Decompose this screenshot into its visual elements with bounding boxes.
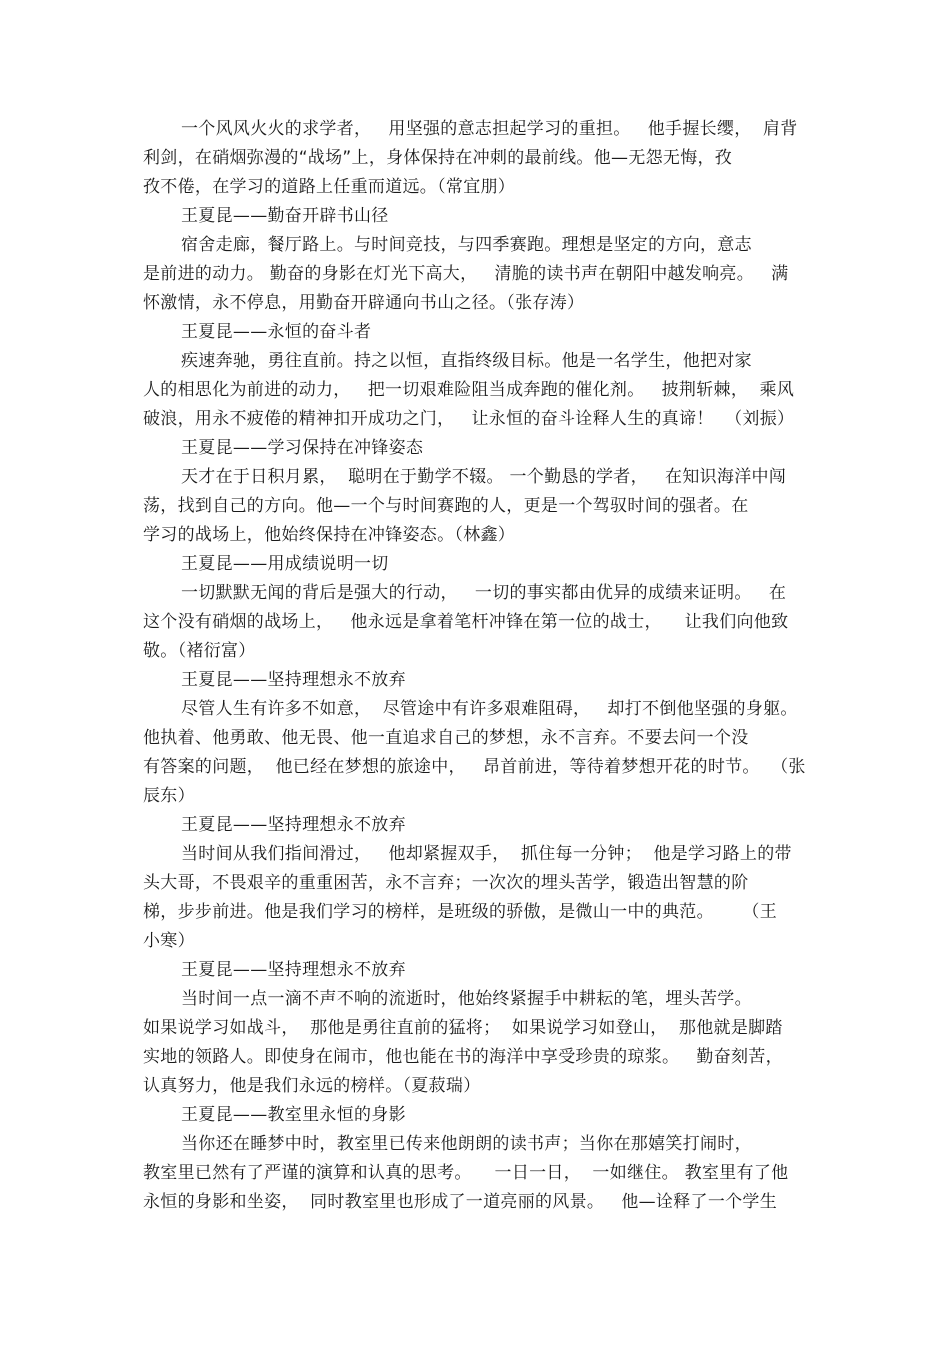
text-line: 如果说学习如战斗， 那他是勇往直前的猛将； 如果说学习如登山， 那他就是脚踏 bbox=[143, 1018, 783, 1038]
text-line: 辰东） bbox=[143, 786, 195, 806]
text-line: 尽管人生有许多不如意， 尽管途中有许多艰难阻碍， 却打不倒他坚强的身躯。 bbox=[181, 699, 798, 719]
text-line: 小寒） bbox=[143, 931, 195, 951]
text-line: 当时间从我们指间滑过， 他却紧握双手， 抓住每一分钟； 他是学习路上的带 bbox=[181, 844, 792, 864]
section-heading: 王夏昆——坚持理想永不放弃 bbox=[181, 670, 406, 690]
text-line: 认真努力，他是我们永远的榜样。（夏菽瑞） bbox=[143, 1076, 481, 1096]
text-line: 天才在于日积月累， 聪明在于勤学不辍。 一个勤恳的学者， 在知识海洋中闯 bbox=[181, 467, 787, 487]
section-heading: 王夏昆——教室里永恒的身影 bbox=[181, 1105, 406, 1125]
text-line: 教室里已然有了严谨的演算和认真的思考。 一日一日， 一如继住。 教室里有了他 bbox=[143, 1163, 789, 1183]
text-line: 当时间一点一滴不声不响的流逝时，他始终紧握手中耕耘的笔，埋头苦学。 bbox=[181, 989, 752, 1009]
text-line: 孜不倦，在学习的道路上任重而道远。（常宜朋） bbox=[143, 177, 516, 197]
text-line: 这个没有硝烟的战场上， 他永远是拿着笔杆冲锋在第一位的战士， 让我们向他致 bbox=[143, 612, 789, 632]
text-line: 头大哥，不畏艰辛的重重困苦，永不言弃；一次次的埋头苦学，锻造出智慧的阶 bbox=[143, 873, 749, 893]
text-line: 破浪，用永不疲倦的精神扣开成功之门， 让永恒的奋斗诠释人生的真谛！ （刘振） bbox=[143, 409, 795, 429]
section-heading: 王夏昆——学习保持在冲锋姿态 bbox=[181, 438, 424, 458]
section-heading: 王夏昆——勤奋开辟书山径 bbox=[181, 206, 389, 226]
text-line: 荡，找到自己的方向。他—一个与时间赛跑的人，更是一个驾驭时间的强者。在 bbox=[143, 496, 749, 516]
text-line: 有答案的问题， 他已经在梦想的旅途中， 昂首前进，等待着梦想开花的时节。 （张 bbox=[143, 757, 806, 777]
text-line: 当你还在睡梦中时，教室里已传来他朗朗的读书声；当你在那嬉笑打闹时， bbox=[181, 1134, 752, 1154]
text-line: 学习的战场上，他始终保持在冲锋姿态。（林鑫） bbox=[143, 525, 516, 545]
section-heading: 王夏昆——坚持理想永不放弃 bbox=[181, 815, 406, 835]
text-line: 宿舍走廊，餐厅路上。与时间竞技，与四季赛跑。理想是坚定的方向，意志 bbox=[181, 235, 752, 255]
text-line: 怀激情，永不停息，用勤奋开辟通向书山之径。（张存涛） bbox=[143, 293, 585, 313]
text-line: 人的相思化为前进的动力， 把一切艰难险阻当成奔跑的催化剂。 披荆斩棘， 乘风 bbox=[143, 380, 795, 400]
section-heading: 王夏昆——用成绩说明一切 bbox=[181, 554, 389, 574]
text-line: 他执着、他勇敢、他无畏、他一直追求自己的梦想，永不言弃。不要去问一个没 bbox=[143, 728, 749, 748]
text-line: 是前进的动力。 勤奋的身影在灯光下高大， 清脆的读书声在朝阳中越发响亮。 满 bbox=[143, 264, 789, 284]
section-heading: 王夏昆——坚持理想永不放弃 bbox=[181, 960, 406, 980]
text-line: 一切默默无闻的背后是强大的行动， 一切的事实都由优异的成绩来证明。 在 bbox=[181, 583, 787, 603]
text-line: 敬。（褚衍富） bbox=[143, 641, 256, 661]
text-line: 利剑，在硝烟弥漫的“战场”上，身体保持在冲刺的最前线。他—无怨无悔，孜 bbox=[143, 148, 733, 168]
section-heading: 王夏昆——永恒的奋斗者 bbox=[181, 322, 372, 342]
text-line: 一个风风火火的求学者， 用坚强的意志担起学习的重担。 他手握长缨， 肩背 bbox=[181, 119, 798, 139]
text-line: 永恒的身影和坐姿， 同时教室里也形成了一道亮丽的风景。 他—诠释了一个学生 bbox=[143, 1192, 778, 1212]
text-line: 梯，步步前进。他是我们学习的榜样，是班级的骄傲，是微山一中的典范。 （王 bbox=[143, 902, 778, 922]
text-line: 疾速奔驰，勇往直前。持之以恒，直指终级目标。他是一名学生，他把对家 bbox=[181, 351, 752, 371]
text-line: 实地的领路人。即使身在闹市，他也能在书的海洋中享受珍贵的琼浆。 勤奋刻苦， bbox=[143, 1047, 783, 1067]
